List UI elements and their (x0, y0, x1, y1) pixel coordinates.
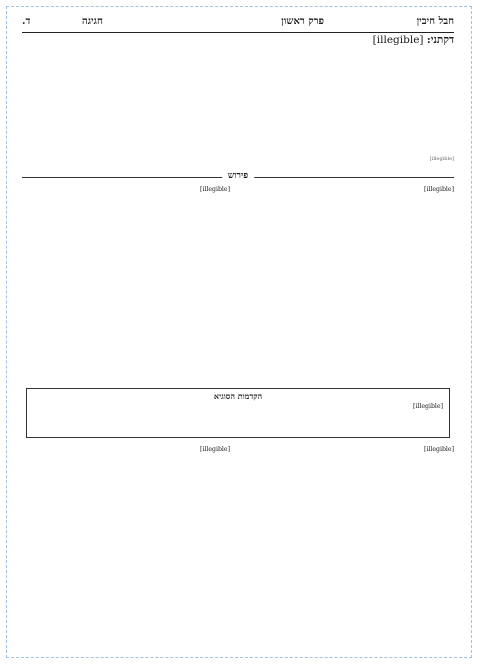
pirush-heading-label: פירוש (222, 170, 254, 181)
intro-box-text: [illegible] (413, 403, 443, 410)
intro-box-title: הקדמות הסוגיא (213, 391, 263, 401)
continuation-left-column: [illegible] (200, 446, 230, 453)
pirush-left-column: [illegible] (200, 186, 230, 193)
header-tractate: חגיגה (82, 16, 103, 27)
header-chapter: פרק ראשון (281, 16, 324, 27)
intro-box (26, 388, 450, 438)
page-number: ד. (22, 16, 31, 27)
mishnah-body: [illegible] (372, 34, 424, 46)
footnote-mark: [illegible] (429, 156, 454, 162)
mishnah-text (22, 34, 454, 152)
pirush-right-column: [illegible] (424, 186, 454, 193)
pirush-heading (22, 170, 454, 184)
mishnah-label: דקתני: (426, 34, 454, 46)
document-page (22, 12, 454, 652)
header-title: חבל חיבין (416, 16, 454, 27)
running-header (22, 16, 454, 33)
continuation-right-column: [illegible] (424, 446, 454, 453)
